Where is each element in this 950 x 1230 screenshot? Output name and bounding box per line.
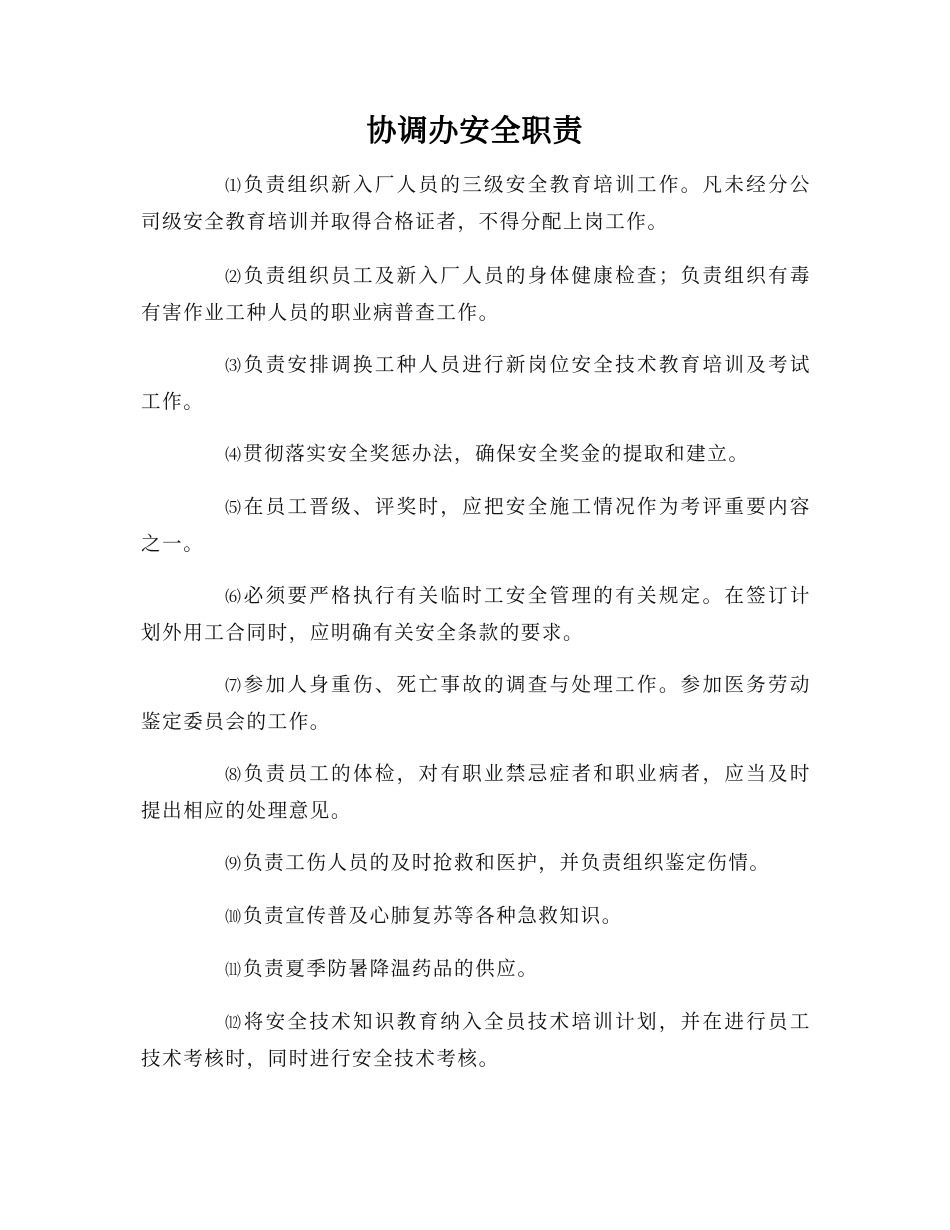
duty-item-9 [141,845,811,882]
item-text: 负责宣传普及心肺复苏等各种急救知识。 [243,904,623,927]
duty-item-11 [141,951,811,988]
item-number: ⑵ [225,267,242,286]
item-text: 负责夏季防暑降温药品的供应。 [243,957,539,980]
item-number: ⑼ [225,854,242,873]
item-number: ⑻ [225,765,242,784]
item-number: ⑺ [225,676,242,695]
item-text: 负责工伤人员的及时抢救和医护，并负责组织鉴定伤情。 [243,851,771,874]
item-text: 负责组织新入厂人员的三级安全教育培训工作。凡未经分公司级安全教育培训并取得合格证者，不得分配上岗工作。 [141,173,811,233]
item-text: 负责安排调换工种人员进行新岗位安全技术教育培训及考试工作。 [141,353,811,413]
item-number: ⑷ [225,445,242,464]
item-number: ⑶ [225,356,242,375]
duty-item-12 [141,1004,811,1077]
duty-item-10 [141,898,811,935]
item-number: ⑹ [225,587,242,606]
item-number: ⑸ [225,498,242,517]
item-text: 负责员工的体检，对有职业禁忌症者和职业病者，应当及时提出相应的处理意见。 [141,762,811,822]
item-text: 贯彻落实安全奖惩办法，确保安全奖金的提取和建立。 [243,442,750,465]
duty-item-5 [141,489,811,562]
document-body [141,167,811,1093]
duty-item-4 [141,436,811,473]
item-number: ⑽ [225,907,242,926]
duty-item-8 [141,756,811,829]
item-text: 参加人身重伤、死亡事故的调查与处理工作。参加医务劳动鉴定委员会的工作。 [141,673,811,733]
item-number: ⑾ [225,960,242,979]
item-text: 必须要严格执行有关临时工安全管理的有关规定。在签订计划外用工合同时，应明确有关安全条款的要求。 [141,584,811,644]
duty-item-2 [141,258,811,331]
duty-item-7 [141,667,811,740]
item-text: 在员工晋级、评奖时，应把安全施工情况作为考评重要内容之一。 [141,495,811,555]
duty-item-1 [141,167,811,240]
duty-item-3 [141,347,811,420]
duty-item-6 [141,578,811,651]
item-number: ⑴ [225,176,242,195]
document-title: 协调办安全职责 [366,114,584,149]
item-number: ⑿ [225,1013,242,1032]
item-text: 将安全技术知识教育纳入全员技术培训计划，并在进行员工技术考核时，同时进行安全技术考核。 [141,1010,811,1070]
item-text: 负责组织员工及新入厂人员的身体健康检查；负责组织有毒有害作业工种人员的职业病普查工作。 [141,264,811,324]
